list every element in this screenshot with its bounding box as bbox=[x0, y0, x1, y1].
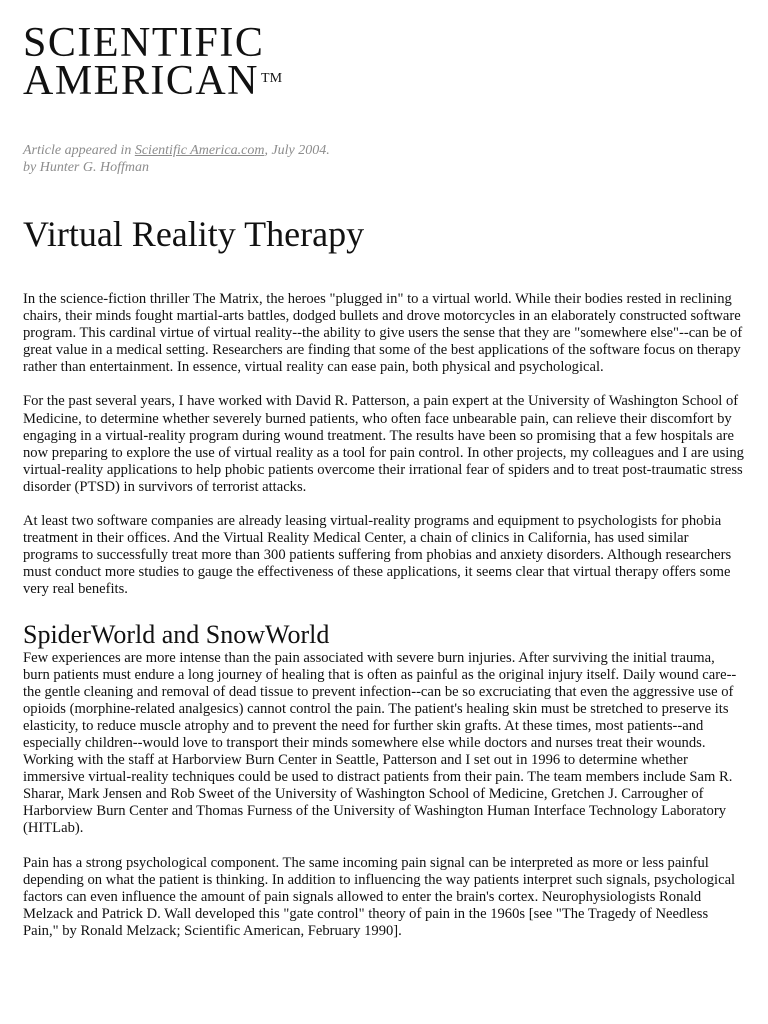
section-paragraph-2: Pain has a strong psychological component. The same incoming pain signal can be interpreted as more or less painful depending on what the patient is thinking. In addition to influencing the way patients interpret such signals, psychological factors can even influence the amount of pain signals allowed to enter the brain's cortex. Neurophysiologists Ronald Melzack and Patrick D. Wall developed this "gate control" theory of pain in the 1960s [see "The Tragedy of Needless Pain," by Ronald Melzack; Scientific American, February 1990]. bbox=[23, 854, 736, 939]
byline-prefix: Article appeared in bbox=[23, 143, 135, 158]
masthead-line-2-text: AMERICAN bbox=[23, 58, 260, 104]
paragraph-1: In the science-fiction thriller The Matrix, the heroes "plugged in" to a virtual world. While their bodies rested in reclining chairs, their minds fought martial-arts battles, dodged bullets and drove motorcycles in an elaborately constructed software program. This cardinal virtue of virtual reality--the ability to give users the sense that they are "somewhere else"--can be of great value in a medical setting. Researchers are finding that some of the best applications of the software focus on therapy rather than entertainment. In essence, virtual reality can ease pain, both physical and psychological. bbox=[23, 291, 743, 376]
byline-date: , July 2004. bbox=[264, 143, 330, 158]
article-title: Virtual Reality Therapy bbox=[23, 214, 365, 254]
byline-source bbox=[23, 142, 745, 159]
masthead-logo bbox=[23, 20, 745, 104]
masthead-line-2 bbox=[23, 58, 745, 104]
byline-author: by Hunter G. Hoffman bbox=[23, 160, 149, 175]
paragraph-3: At least two software companies are already leasing virtual-reality programs and equipment to psychologists for phobia treatment in their offices. And the Virtual Reality Medical Center, a chain of clinics in California, has used similar programs to successfully treat more than 300 patients suffering from phobias and anxiety disorders. Although researchers must conduct more studies to gauge the effectiveness of these applications, it seems clear that virtual therapy offers some very real benefits. bbox=[23, 513, 732, 598]
section-paragraph-1: Few experiences are more intense than the pain associated with severe burn injuries. After surviving the initial trauma, burn patients must endure a long journey of healing that is often as painful as the original injury itself. Daily wound care--the gentle cleaning and removal of dead tissue to prevent infection--can be so excruciating that even the aggressive use of opioids (morphine-related analgesics) cannot control the pain. The patient's healing skin must be stretched to preserve its elasticity, to reduce muscle atrophy and to prevent the need for further skin grafts. At these times, most patients--and especially children--would love to transport their minds somewhere else while doctors and nurses treat their wounds. Working with the staff at Harborview Burn Center in Seattle, Patterson and I set out in 1996 to determine whether immersive virtual-reality techniques could be used to distract patients from their pain. The team members include Sam R. Sharar, Mark Jensen and Rob Sweet of the University of Washington School of Medicine, Gretchen J. Carrougher of Harborview Burn Center and Thomas Furness of the University of Washington Human Interface Technology Laboratory (HITLab). bbox=[23, 649, 737, 837]
masthead-line-1: SCIENTIFIC bbox=[23, 20, 265, 66]
source-link[interactable]: Scientific America.com bbox=[134, 143, 265, 158]
trademark-symbol: TM bbox=[261, 71, 283, 86]
article-page bbox=[23, 20, 745, 940]
paragraph-2: For the past several years, I have worked with David R. Patterson, a pain expert at the University of Washington School of Medicine, to determine whether severely burned patients, who often face unbearable pain, can relieve their discomfort by engaging in a virtual-reality program during wound treatment. The results have been so promising that a few hospitals are now preparing to explore the use of virtual reality as a tool for pain control. In other projects, my colleagues and I are using virtual-reality applications to help phobic patients overcome their irrational fear of spiders and to treat post-traumatic stress disorder (PTSD) in survivors of terrorist attacks. bbox=[23, 393, 744, 495]
section-heading: SpiderWorld and SnowWorld bbox=[23, 619, 330, 649]
byline bbox=[23, 142, 745, 176]
